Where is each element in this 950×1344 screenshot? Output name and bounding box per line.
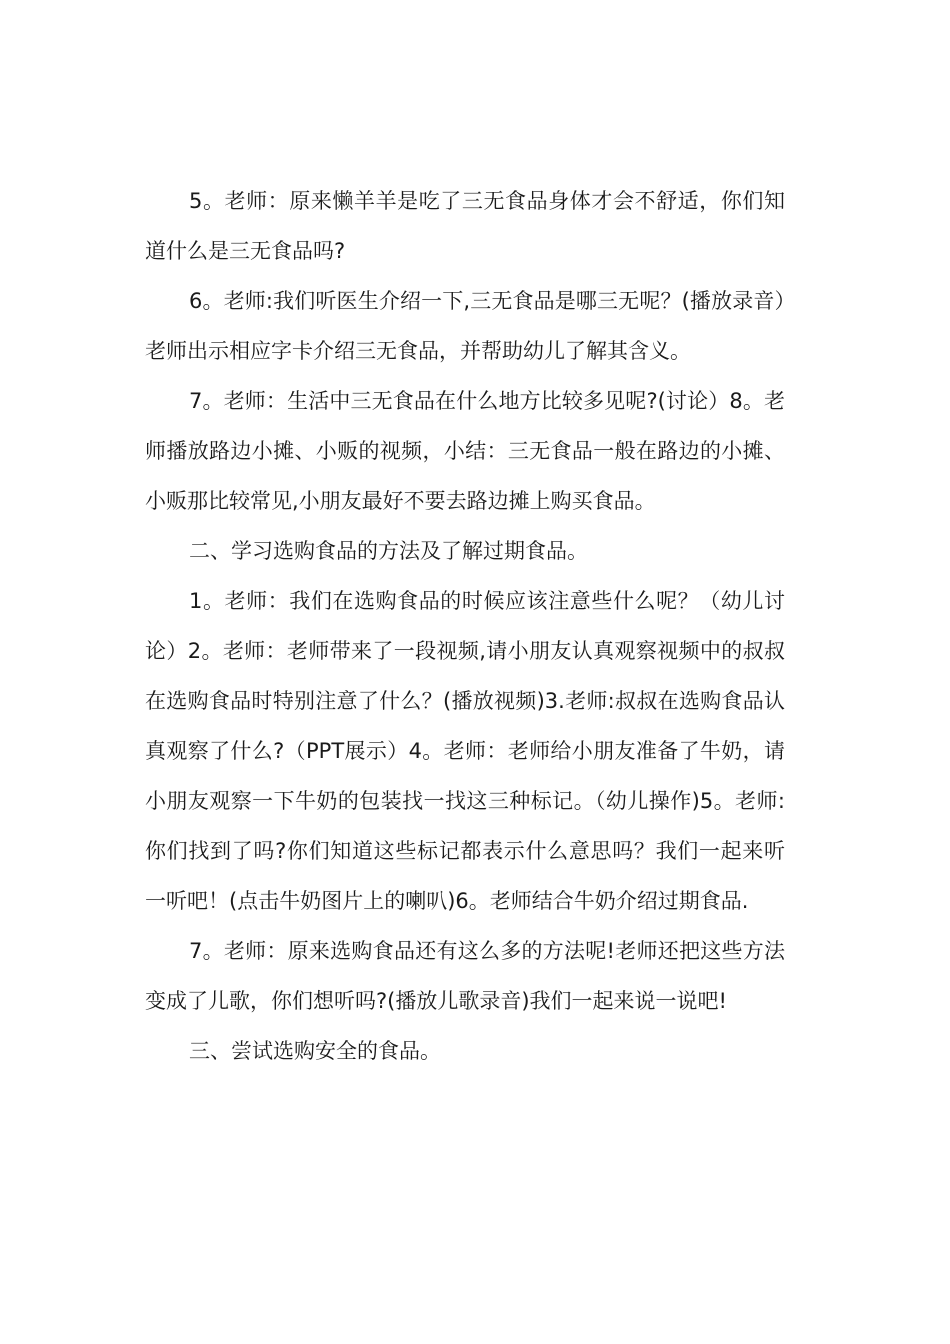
- paragraph-1: 5。老师：原来懒羊羊是吃了三无食品身体才会不舒适，你们知道什么是三无食品吗?: [145, 189, 785, 263]
- paragraph-5: 7。老师：原来选购食品还有这么多的方法呢!老师还把这些方法变成了儿歌，你们想听吗?(播放儿歌录音)我们一起来说一说吧!: [145, 939, 785, 1013]
- section-heading-3: 三、尝试选购安全的食品。: [189, 1039, 441, 1063]
- paragraph-2: 6。老师:我们听医生介绍一下,三无食品是哪三无呢？(播放录音）老师出示相应字卡介绍三无食品，并帮助幼儿了解其含义。: [145, 289, 785, 363]
- section-heading-2: 二、学习选购食品的方法及了解过期食品。: [189, 539, 588, 563]
- document-body: [145, 176, 785, 1076]
- paragraph-4: 1。老师：我们在选购食品的时候应该注意些什么呢？（幼儿讨论）2。老师：老师带来了一段视频,请小朋友认真观察视频中的叔叔在选购食品时特别注意了什么？(播放视频)3.老师:叔叔在选购食品认真观察了什么?（PPT展示）4。老师：老师给小朋友准备了牛奶，请小朋友观察一下牛奶的包装找一找这三种标记。（幼儿操作)5。老师:你们找到了吗?你们知道这些标记都表示什么意思吗？我们一起来听一听吧！(点击牛奶图片上的喇叭)6。老师结合牛奶介绍过期食品.: [145, 589, 785, 913]
- paragraph-3: 7。老师：生活中三无食品在什么地方比较多见呢?(讨论）8。老师播放路边小摊、小贩的视频，小结：三无食品一般在路边的小摊、小贩那比较常见,小朋友最好不要去路边摊上购买食品。: [145, 389, 785, 513]
